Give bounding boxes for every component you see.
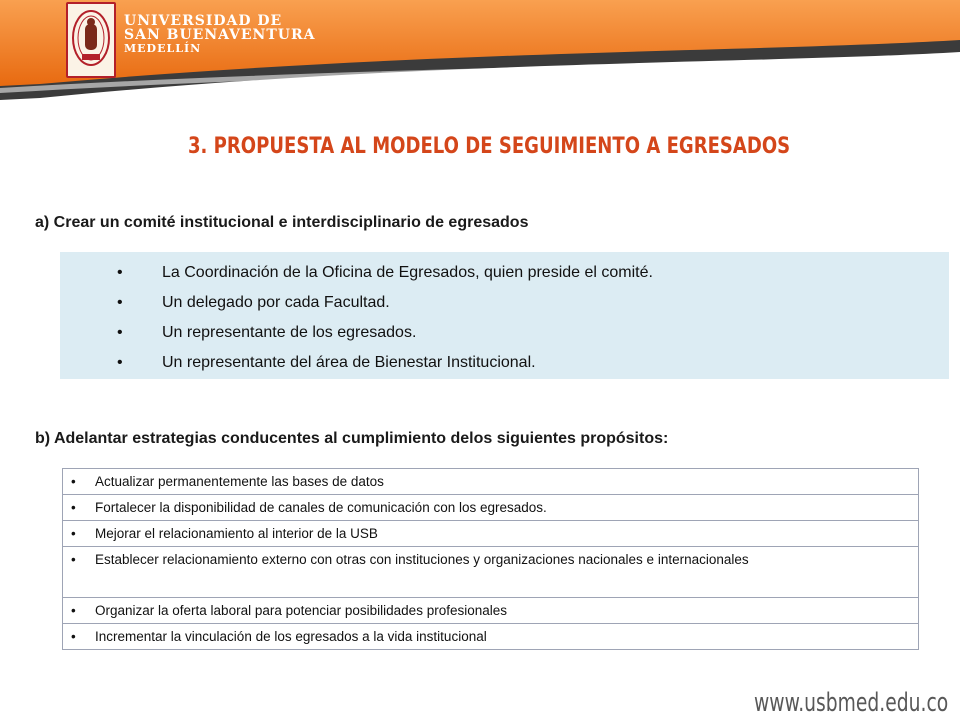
section-a-heading: a) Crear un comité institucional e interdisciplinario de egresados [35, 214, 529, 231]
table-cell: Actualizar permanentemente las bases de datos [95, 469, 919, 495]
table-cell: Incrementar la vinculación de los egresados a la vida institucional [95, 624, 919, 650]
bullet-icon: • [63, 495, 96, 521]
logo-line-3: MEDELLÍN [124, 42, 202, 55]
table-row [63, 469, 919, 495]
header-banner [0, 0, 960, 110]
bullet-icon: • [117, 294, 123, 311]
bullet-icon: • [63, 521, 96, 547]
bullet-icon: • [117, 324, 123, 341]
table-cell: Establecer relacionamiento externo con otras con instituciones y organizaciones nacionales e internacionales [95, 547, 919, 598]
list-item [117, 291, 653, 321]
bullet-icon: • [63, 469, 96, 495]
table-row [63, 598, 919, 624]
list-item-text: Un representante del área de Bienestar Institucional. [162, 354, 536, 371]
list-item-text: Un delegado por cada Facultad. [162, 294, 390, 311]
list-item [117, 321, 653, 351]
table-cell: Fortalecer la disponibilidad de canales de comunicación con los egresados. [95, 495, 919, 521]
university-logo-text [124, 14, 315, 56]
table-cell: Organizar la oferta laboral para potenciar posibilidades profesionales [95, 598, 919, 624]
bullet-icon: • [63, 624, 96, 650]
list-item [117, 261, 653, 291]
list-item-text: La Coordinación de la Oficina de Egresados, quien preside el comité. [162, 264, 653, 281]
university-seal-icon [66, 2, 116, 78]
table-cell: Mejorar el relacionamiento al interior de la USB [95, 521, 919, 547]
page-title: 3. PROPUESTA AL MODELO DE SEGUIMIENTO A EGRESADOS [188, 134, 791, 159]
purposes-table [62, 468, 919, 650]
table-row [63, 547, 919, 598]
logo-line-2: SAN BUENAVENTURA [124, 27, 316, 43]
logo-line-1: UNIVERSIDAD DE [124, 13, 283, 29]
bullet-icon: • [117, 354, 123, 371]
table-row [63, 495, 919, 521]
website-link[interactable]: www.usbmed.edu.co [754, 688, 949, 718]
committee-members-box [60, 252, 949, 379]
table-row [63, 624, 919, 650]
list-item [117, 351, 653, 381]
section-b-heading: b) Adelantar estrategias conducentes al cumplimiento delos siguientes propósitos: [35, 430, 669, 447]
table-row [63, 521, 919, 547]
bullet-icon: • [117, 264, 123, 281]
bullet-icon: • [63, 598, 96, 624]
committee-members-list [117, 261, 653, 381]
bullet-icon: • [63, 547, 96, 598]
list-item-text: Un representante de los egresados. [162, 324, 417, 341]
